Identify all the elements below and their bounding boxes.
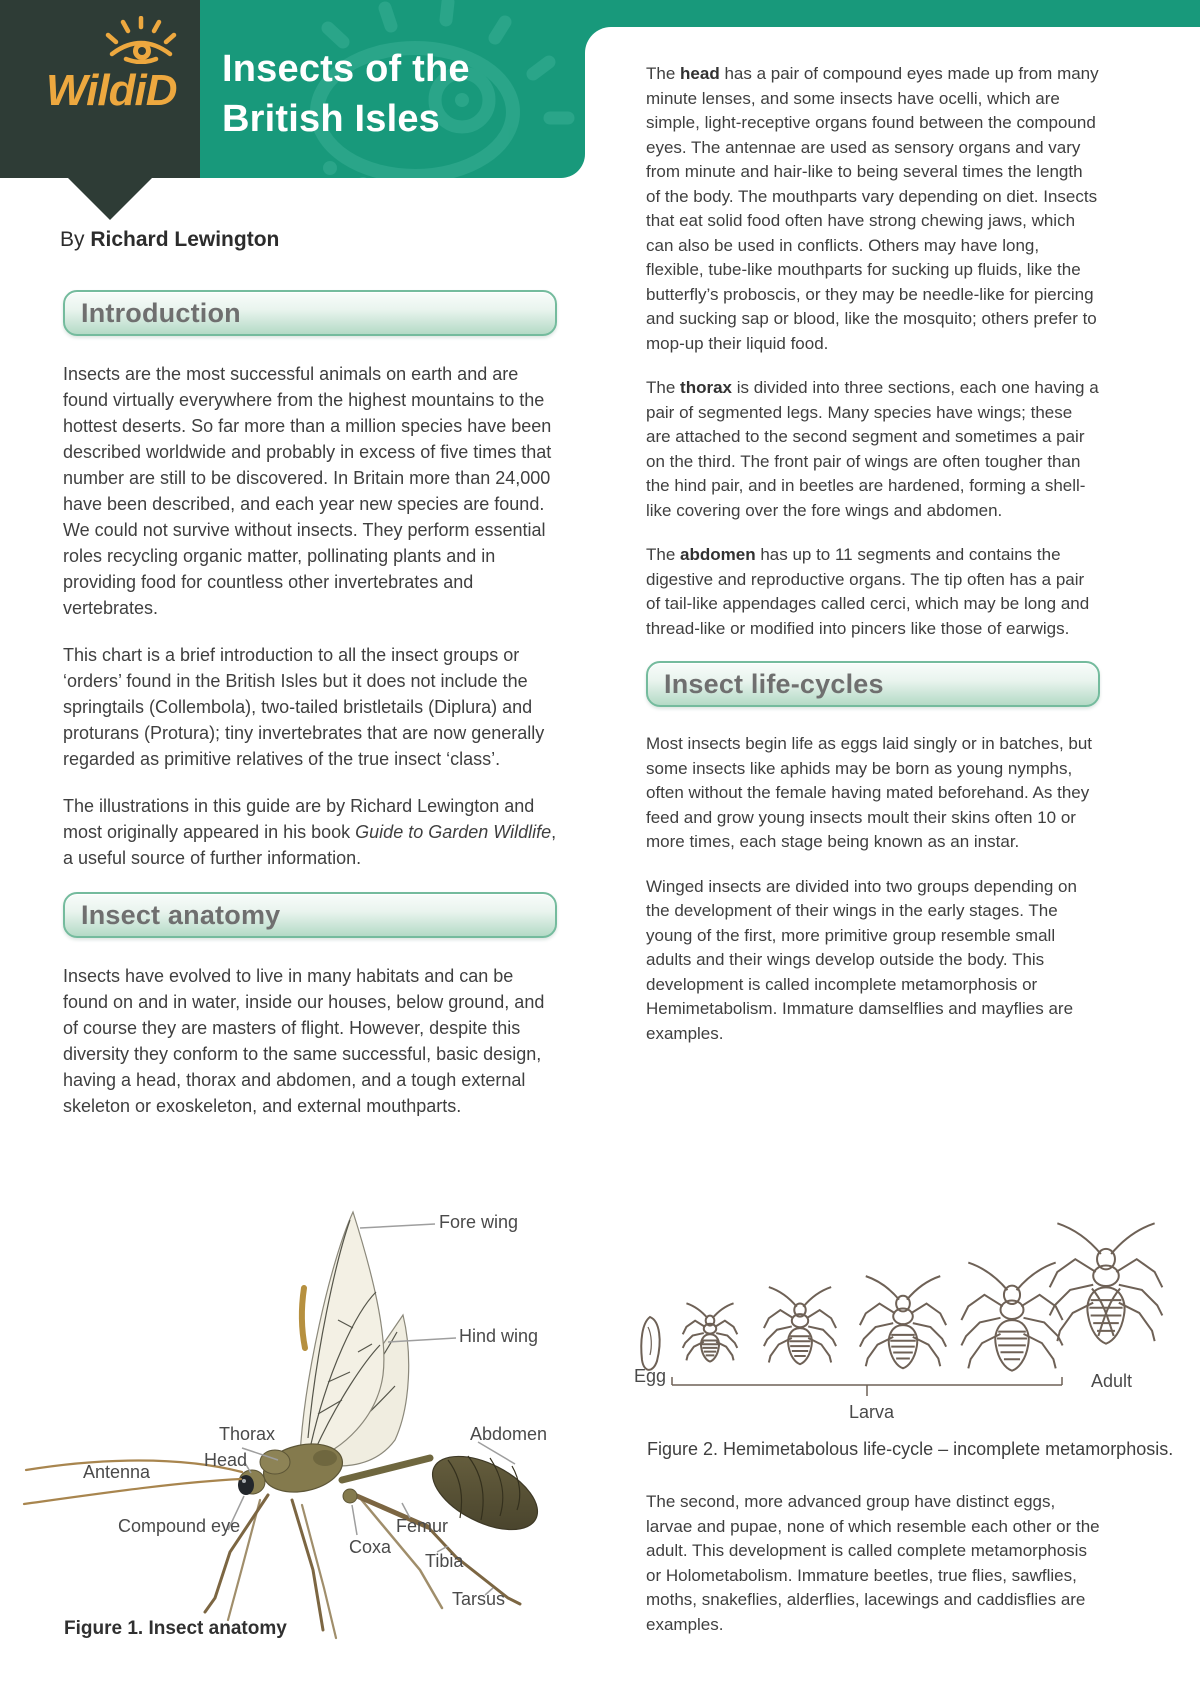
wasp-body <box>24 1437 549 1545</box>
intro-paragraph-3: The illustrations in this guide are by Richard Lewington and most originally appeared in his book Guide to Garden Wildlife, a useful source of further information. <box>63 796 557 868</box>
nymph-instar-2 <box>764 1287 836 1364</box>
left-column <box>63 290 557 1140</box>
head-paragraph: The head has a pair of compound eyes made up from many minute lenses, and some insects have ocelli, which are simple, light-receptive organs found between the compound eyes. The antennae are used as sensory organs and vary from minute and hair-like to being several times the length of the body. The mouthparts vary depending on diet. Insects that eat solid food often have strong chewing jaws, which can also be used in conflicts. Others may have long, flexible, tube-like mouthparts for sucking up fluids, like the butterfly’s proboscis, or they may be needle-like for piercing and sucking sap or blood, like the mosquito; others prefer to mop-up their liquid food. <box>646 64 1099 353</box>
section-heading-lifecycles: Insect life-cycles <box>646 661 1100 707</box>
insect-anatomy-illustration <box>20 1200 580 1640</box>
adult-drawing <box>1050 1223 1163 1343</box>
anatomy-paragraph: Insects have evolved to live in many habitats and can be found on and in water, inside our houses, below ground, and of course they are masters of flight. However, despite this diversity they conform to the same successful, basic design, having a head, thorax and abdomen, and a tough external skeleton or exoskeleton, and external mouthparts. <box>63 966 545 1116</box>
thorax-paragraph: The thorax is divided into three sections, each one having a pair of segmented legs. Many species have wings; these are attached to the second segment and sometimes a pair on the third. The front pair of wings are often tougher than the hind pair, and in beetles are hardened, forming a shell-like covering over the fore wings and abdomen. <box>646 378 1099 520</box>
byline: By Richard Lewington <box>60 228 280 251</box>
label-tarsus: Tarsus <box>452 1589 506 1609</box>
label-fore-wing: Fore wing <box>439 1212 519 1232</box>
lifecycle-paragraph-1: Most insects begin life as eggs laid singly or in batches, but some insects like aphids may be born as young nymphs, often without the female having mated beforehand. As they feed and grow young insects moult their skins often 10 or more times, each stage being known as an instar. <box>646 734 1093 851</box>
section-heading-anatomy: Insect anatomy <box>63 892 557 938</box>
lifecycle-paragraph-2: Winged insects are divided into two groups depending on the development of their wings in the early stages. The young of the first, more primitive group resemble small adults and their wings develop outside the body. This development is called incomplete metamorphosis or Hemimetabolism. Immature damselflies and mayflies are examples. <box>646 876 1077 1043</box>
wildid-eye-icon <box>102 16 180 64</box>
closing-paragraph: The second, more advanced group have distinct eggs, larvae and pupae, none of which resemble each other or the adult. This development is called complete metamorphosis or Holometabolism. Immature beetles, true flies, sawflies, moths, snakeflies, alderflies, lacewings and caddisflies are examples. <box>646 1492 1100 1634</box>
closing-paragraph-block <box>646 1490 1100 1657</box>
label-larva: Larva <box>849 1402 895 1422</box>
author-name: Richard Lewington <box>90 228 280 251</box>
wildid-logo <box>40 18 190 148</box>
intro-paragraph-2: This chart is a brief introduction to all the insect groups or ‘orders’ found in the British Isles but it does not include the springtails (Collembola), two-tailed bristletails (Diplura) and proturans (Protura); tiny invertebrates that are now generally regarded as primitive relatives of the true insect ‘class’. <box>63 645 545 769</box>
nymph-instar-1 <box>683 1303 738 1361</box>
nymph-instar-3 <box>860 1276 946 1368</box>
label-hind-wing: Hind wing <box>459 1326 539 1346</box>
label-antenna: Antenna <box>83 1462 151 1482</box>
section-heading-introduction: Introduction <box>63 290 557 336</box>
page-title: Insects of the British Isles <box>222 48 470 140</box>
nymph-instar-4 <box>961 1263 1062 1371</box>
figure2-caption: Figure 2. Hemimetabolous life-cycle – incomplete metamorphosis. <box>647 1439 1174 1459</box>
label-femur: Femur <box>396 1516 449 1536</box>
label-abdomen: Abdomen <box>470 1424 548 1444</box>
abdomen-paragraph: The abdomen has up to 11 segments and contains the digestive and reproductive organs. The tip often has a pair of tail-like appendages called cerci, which may be long and thread-like or modified into pincers like those of earwigs. <box>646 545 1090 638</box>
label-tibia: Tibia <box>425 1551 464 1571</box>
right-column <box>646 62 1100 1066</box>
label-coxa: Coxa <box>349 1537 392 1557</box>
wildid-logo-text: WildiD <box>46 66 177 115</box>
larva-bracket <box>672 1377 1062 1396</box>
label-compound-eye: Compound eye <box>118 1516 241 1536</box>
egg-drawing <box>641 1317 659 1370</box>
ribbon-tail <box>68 178 152 220</box>
figure1-caption: Figure 1. Insect anatomy <box>64 1618 287 1639</box>
label-egg: Egg <box>634 1366 667 1386</box>
intro-paragraph-1: Insects are the most successful animals on earth and are found virtually everywhere from the highest mountains to the hottest deserts. So far more than a million species have been described worldwide and probably in excess of five times that number are still to be discovered. In Britain more than 24,000 have been described, and each year new species are found. We could not survive without insects. They perform essential roles recycling organic matter, pollinating plants and in providing food for countless other invertebrates and vertebrates. <box>63 364 552 618</box>
label-head: Head <box>204 1450 248 1470</box>
label-adult: Adult <box>1091 1371 1133 1391</box>
label-thorax: Thorax <box>219 1424 276 1444</box>
